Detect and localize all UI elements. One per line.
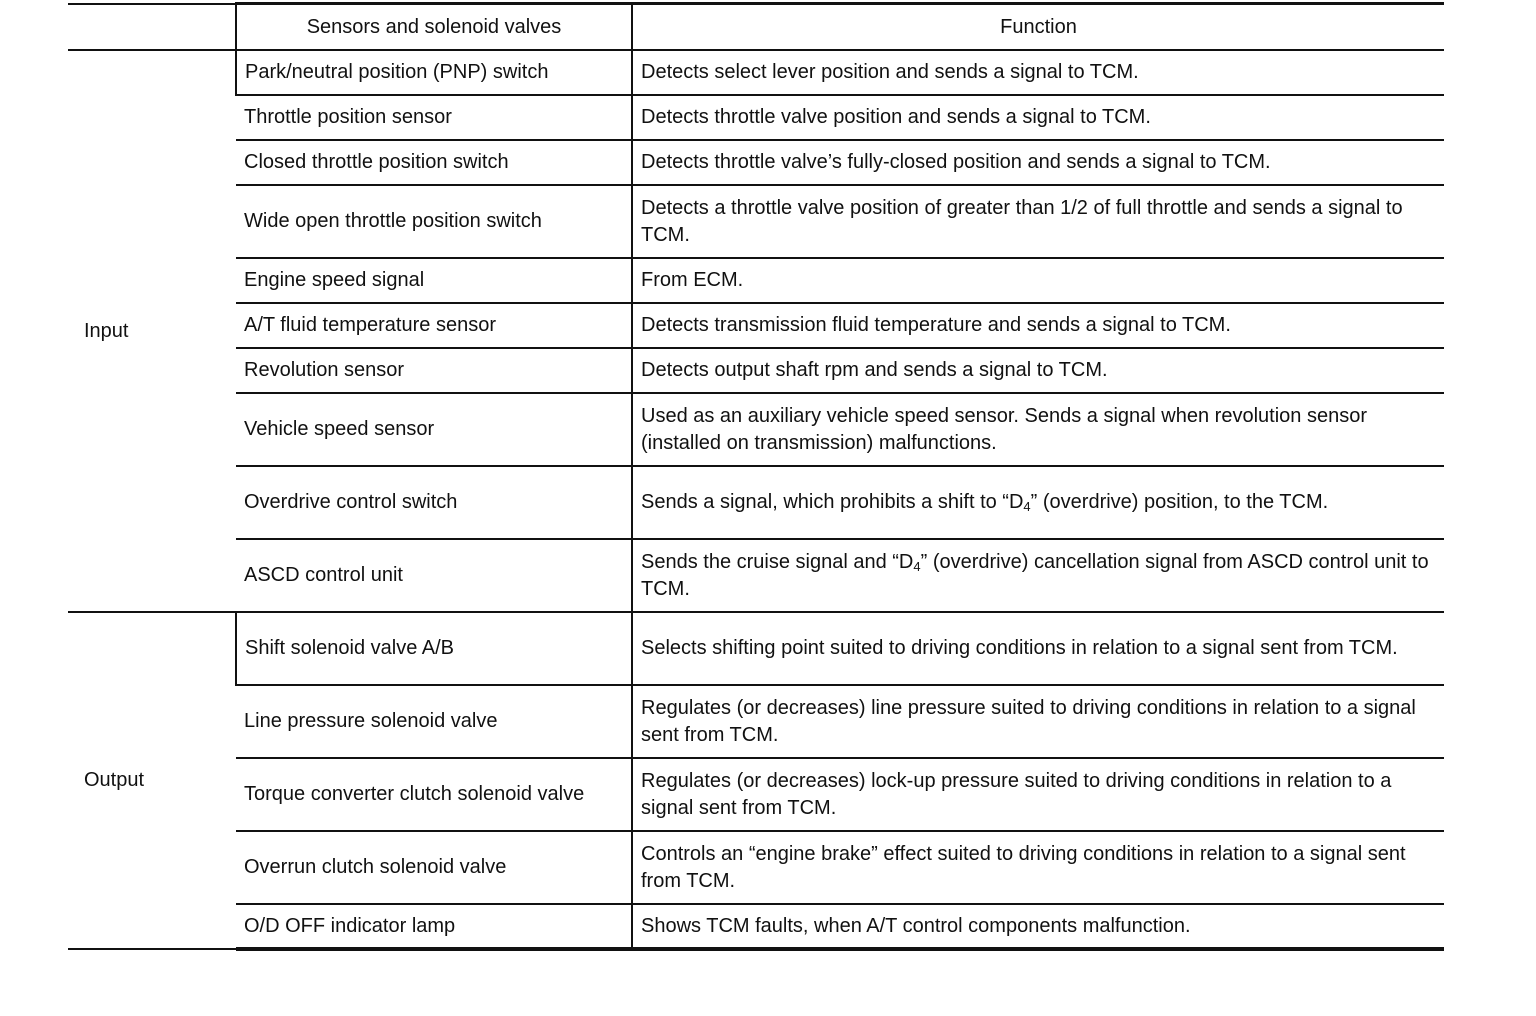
row-function: Detects transmission fluid temperature and sends a signal to TCM. (632, 303, 1444, 348)
row-function: Controls an “engine brake” effect suited to driving conditions in relation to a signal sent from TCM. (632, 831, 1444, 904)
sensors-function-table (68, 2, 1444, 951)
row-function (632, 539, 1444, 612)
row-item: Line pressure solenoid valve (236, 685, 632, 758)
row-function: Detects throttle valve’s fully-closed position and sends a signal to TCM. (632, 140, 1444, 185)
row-function: Used as an auxiliary vehicle speed sensor. Sends a signal when revolution sensor (installed on transmission) malfunctions. (632, 393, 1444, 466)
table-row (68, 185, 1444, 258)
header-sensors-and-solenoid-valves: Sensors and solenoid valves (236, 4, 632, 51)
row-item: Shift solenoid valve A/B (236, 612, 632, 685)
table-row (68, 95, 1444, 140)
row-function: Detects select lever position and sends a signal to TCM. (632, 50, 1444, 95)
row-function: Shows TCM faults, when A/T control components malfunction. (632, 904, 1444, 949)
table-row (68, 50, 1444, 95)
function-subscript: 4 (1023, 499, 1031, 514)
table-row (68, 393, 1444, 466)
table-row (68, 831, 1444, 904)
row-item: Revolution sensor (236, 348, 632, 393)
function-text: ” (overdrive) position, to the TCM. (1030, 491, 1329, 513)
row-function: Detects throttle valve position and sends a signal to TCM. (632, 95, 1444, 140)
table-row (68, 466, 1444, 539)
row-function: Detects output shaft rpm and sends a signal to TCM. (632, 348, 1444, 393)
table-header (68, 4, 1444, 51)
row-item: Park/neutral position (PNP) switch (236, 50, 632, 95)
function-text: Sends a signal, which prohibits a shift to “D (641, 491, 1024, 513)
function-subscript: 4 (913, 558, 921, 574)
table-row (68, 348, 1444, 393)
row-item: Overdrive control switch (236, 466, 632, 539)
table-row (68, 904, 1444, 949)
section-label-input: Input (68, 50, 236, 612)
row-item: Torque converter clutch solenoid valve (236, 758, 632, 831)
row-item: Vehicle speed sensor (236, 393, 632, 466)
section-label-output: Output (68, 612, 236, 949)
row-function (632, 466, 1444, 539)
row-item: Closed throttle position switch (236, 140, 632, 185)
table-row (68, 258, 1444, 303)
row-function: Regulates (or decreases) lock-up pressure suited to driving conditions in relation to a signal sent from TCM. (632, 758, 1444, 831)
row-item: A/T fluid temperature sensor (236, 303, 632, 348)
row-item: Throttle position sensor (236, 95, 632, 140)
header-group-column (68, 4, 236, 51)
table-row (68, 140, 1444, 185)
row-function: Regulates (or decreases) line pressure suited to driving conditions in relation to a signal sent from TCM. (632, 685, 1444, 758)
table-row (68, 612, 1444, 685)
table-row (68, 539, 1444, 612)
table-row (68, 685, 1444, 758)
table-row (68, 303, 1444, 348)
table-row (68, 758, 1444, 831)
row-item: Wide open throttle position switch (236, 185, 632, 258)
function-text: ” (overdrive) cancellation signal from ASCD control unit to TCM. (641, 550, 1429, 600)
row-item: Engine speed signal (236, 258, 632, 303)
output-section (68, 612, 1444, 949)
row-function: Detects a throttle valve position of greater than 1/2 of full throttle and sends a signal to TCM. (632, 185, 1444, 258)
row-item: O/D OFF indicator lamp (236, 904, 632, 949)
function-text: Sends the cruise signal and “D (641, 550, 914, 573)
row-function: Selects shifting point suited to driving conditions in relation to a signal sent from TCM. (632, 612, 1444, 685)
row-function: From ECM. (632, 258, 1444, 303)
header-function: Function (632, 4, 1444, 51)
input-section (68, 50, 1444, 612)
row-item: ASCD control unit (236, 539, 632, 612)
row-item: Overrun clutch solenoid valve (236, 831, 632, 904)
